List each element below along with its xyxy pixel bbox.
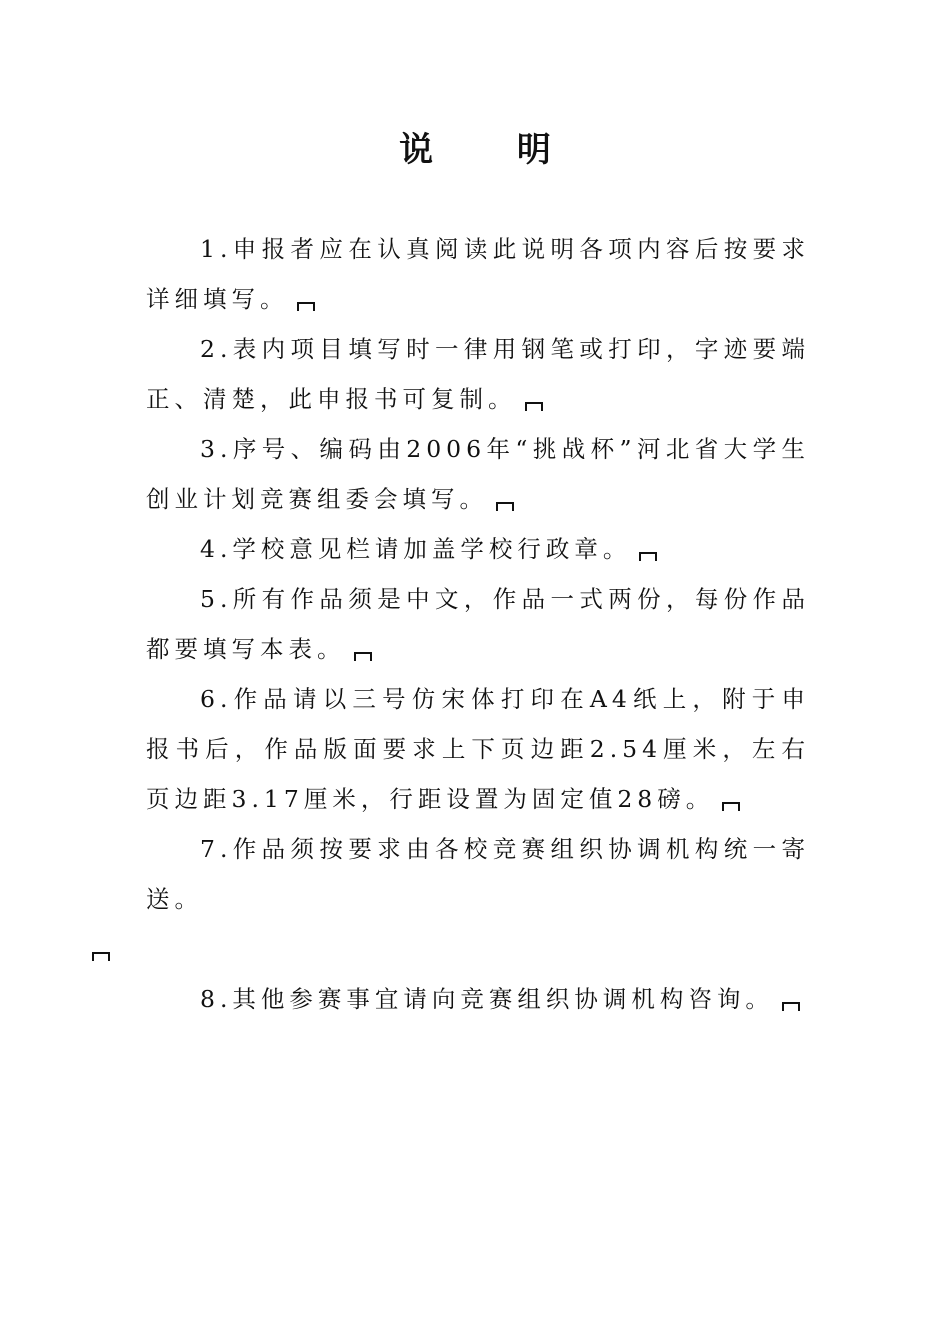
- page-title: 说 明: [399, 130, 587, 170]
- paragraph-mark-icon: [354, 652, 372, 661]
- instruction-item-5: [146, 574, 810, 674]
- instruction-item-7: [146, 824, 810, 974]
- instruction-item-3: [146, 424, 810, 524]
- instruction-item-6: [146, 674, 810, 824]
- instruction-item-2: [146, 324, 810, 424]
- instruction-text-5: 5.所有作品须是中文，作品一式两份，每份作品都要填写本表。: [146, 585, 810, 663]
- instruction-text-3: 3.序号、编码由2006年“挑战杯”河北省大学生创业计划竞赛组委会填写。: [146, 435, 810, 513]
- paragraph-mark-icon: [92, 952, 110, 961]
- paragraph-mark-icon: [525, 402, 543, 411]
- paragraph-mark-icon: [782, 1002, 800, 1011]
- paragraph-mark-icon: [297, 302, 315, 311]
- instruction-text-2: 2.表内项目填写时一律用钢笔或打印，字迹要端正、清楚，此申报书可复制。: [146, 335, 810, 413]
- instruction-text-4: 4.学校意见栏请加盖学校行政章。: [200, 535, 632, 563]
- instruction-item-8: [146, 974, 810, 1024]
- paragraph-mark-icon: [722, 802, 740, 811]
- instruction-text-6: 6.作品请以三号仿宋体打印在A4纸上，附于申报书后，作品版面要求上下页边距2.54厘米，左右页边距3.17厘米，行距设置为固定值28磅。: [146, 685, 810, 813]
- instruction-item-1: [146, 224, 810, 324]
- instructions-body: [146, 224, 810, 1024]
- instruction-item-4: [146, 524, 810, 574]
- instruction-text-7: 7.作品须按要求由各校竞赛组织协调机构统一寄送。: [146, 835, 810, 913]
- paragraph-mark-icon: [496, 502, 514, 511]
- instruction-text-8: 8.其他参赛事宜请向竞赛组织协调机构咨询。: [200, 985, 774, 1013]
- paragraph-mark-icon: [639, 552, 657, 561]
- instruction-text-1: 1.申报者应在认真阅读此说明各项内容后按要求详细填写。: [146, 235, 810, 313]
